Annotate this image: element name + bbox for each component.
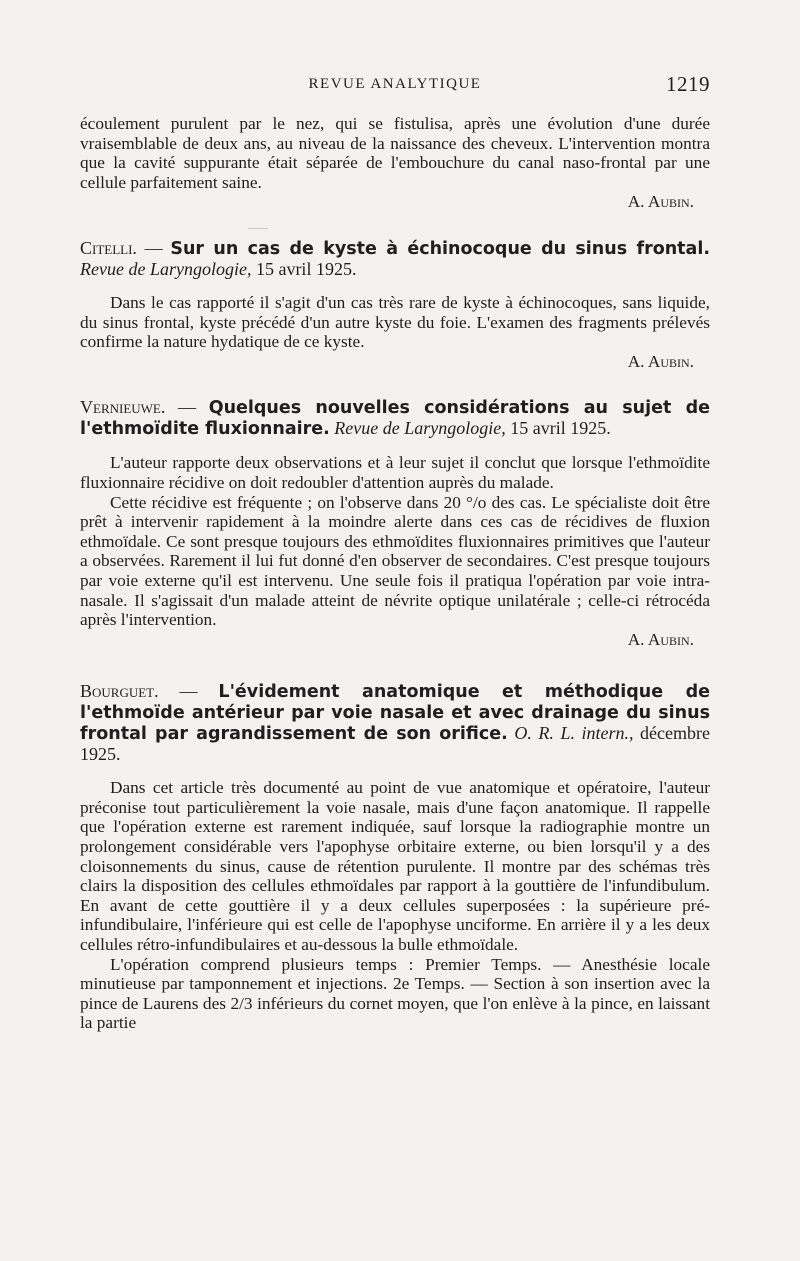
article-author: Citelli.	[80, 237, 137, 258]
article-date: 15 avril 1925.	[505, 418, 611, 439]
page-number: 1219	[666, 72, 710, 96]
page-header	[80, 72, 710, 100]
continuation-signature: A. Aubin.	[627, 192, 694, 212]
text-column	[80, 114, 710, 1033]
article-journal: O. R. L. intern.,	[514, 723, 634, 744]
article-paragraph: L'opération comprend plusieurs temps : Premier Temps. — Anesthésie locale minutieuse par tamponnement et injections. 2e Temps. — Section à son insertion avec la pince de Laurens des 2/3 inférieurs du cornet moyen, que l'on enlève à la pince, en laissant la partie	[80, 954, 710, 1033]
article-heading: Vernieuwe. — Quelques nouvelles considérations au sujet de l'ethmoïdite fluxionnaire. Revue de Laryngologie, 15 avril 1925.	[80, 397, 711, 440]
article-date: 15 avril 1925.	[251, 258, 357, 279]
article-paragraph: Dans le cas rapporté il s'agit d'un cas très rare de kyste à échinocoques, sans liquide, du sinus frontal, kyste précédé d'un autre kyste du foie. L'examen des fragments prélevés confirme la nature hydatique de ce kyste.	[80, 292, 710, 352]
article-title: Quelques nouvelles considérations au sujet de l'ethmoïdite fluxionnaire.	[80, 398, 711, 440]
article-paragraph: L'auteur rapporte deux observations et à leur sujet il conclut que lorsque l'ethmoïdite fluxionnaire récidive on doit redoubler d'attention auprès du malade.	[80, 453, 710, 492]
article-title: Sur un cas de kyste à échinocoque du sinus frontal.	[170, 238, 710, 259]
article-signature: A. Aubin.	[627, 351, 694, 371]
article-journal: Revue de Laryngologie,	[80, 258, 252, 279]
continuation-paragraph: écoulement purulent par le nez, qui se fistulisa, après une évolution d'une durée vraisemblable de deux ans, au niveau de la naissance des cheveux. L'intervention montra que la cavité suppurante était séparée de l'embouchure du canal naso-frontal par une cellule parfaitement saine.	[80, 114, 710, 192]
running-title: REVUE ANALYTIQUE	[308, 76, 482, 92]
article-heading: Citelli. — Sur un cas de kyste à échinocoque du sinus frontal. Revue de Laryngologie, 15 avril 1925.	[80, 237, 710, 279]
article-heading: Bourguet. — L'évidement anatomique et méthodique de l'ethmoïde antérieur par voie nasale et avec drainage du sinus frontal par agrandissement de son orifice. O. R. L. intern., décembre 1925.	[80, 681, 711, 765]
article-author: Bourguet.	[80, 681, 159, 702]
article-journal: Revue de Laryngologie,	[334, 418, 506, 439]
article-signature: A. Aubin.	[627, 629, 694, 649]
article-paragraph: Cette récidive est fréquente ; on l'observe dans 20 °/o des cas. Le spécialiste doit être prêt à intervenir rapidement à la moindre alerte dans ces cas de récidives de fluxion ethmoïdale. Ce sont presque toujours des ethmoïdites fluxionnaires primitives que l'auteur a observées. Rarement il lui fut donné d'en observer de secondaires. C'est presque toujours par voie externe qu'il est intervenu. Une seule fois il pratiqua l'opération par voie intra-nasale. Il s'agissait d'un malade atteint de névrite optique unilatérale ; celle-ci rétrocéda après l'intervention.	[80, 492, 710, 630]
article-paragraph: Dans cet article très documenté au point de vue anatomique et opératoire, l'auteur préconise tout particulièrement la voie nasale, mais d'une façon anatomique. Il rappelle que l'opération externe est rarement indiquée, sauf lorsque la radiographie montre un prolongement considérable vers l'apophyse orbitaire externe, ou bien lorsqu'il y a des cloisonnements du sinus, cause de rétention purulente. Il montre par des schémas très clairs la disposition des cellules ethmoïdales par rapport à la gouttière de l'infundibulum. En avant de cette gouttière il y a deux cellules superposées : la supérieure pré-infundibulaire, l'inférieure qui est celle de l'apophyse unciforme. En arrière il y a les deux cellules rétro-infundibulaires et au-dessous la bulle ethmoïdale.	[80, 778, 710, 955]
article-date: décembre 1925.	[80, 723, 711, 765]
article-author: Vernieuwe.	[80, 397, 166, 418]
article-title: L'évidement anatomique et méthodique de l'ethmoïde antérieur par voie nasale et avec drainage du sinus frontal par agrandissement de son orifice.	[80, 682, 710, 745]
